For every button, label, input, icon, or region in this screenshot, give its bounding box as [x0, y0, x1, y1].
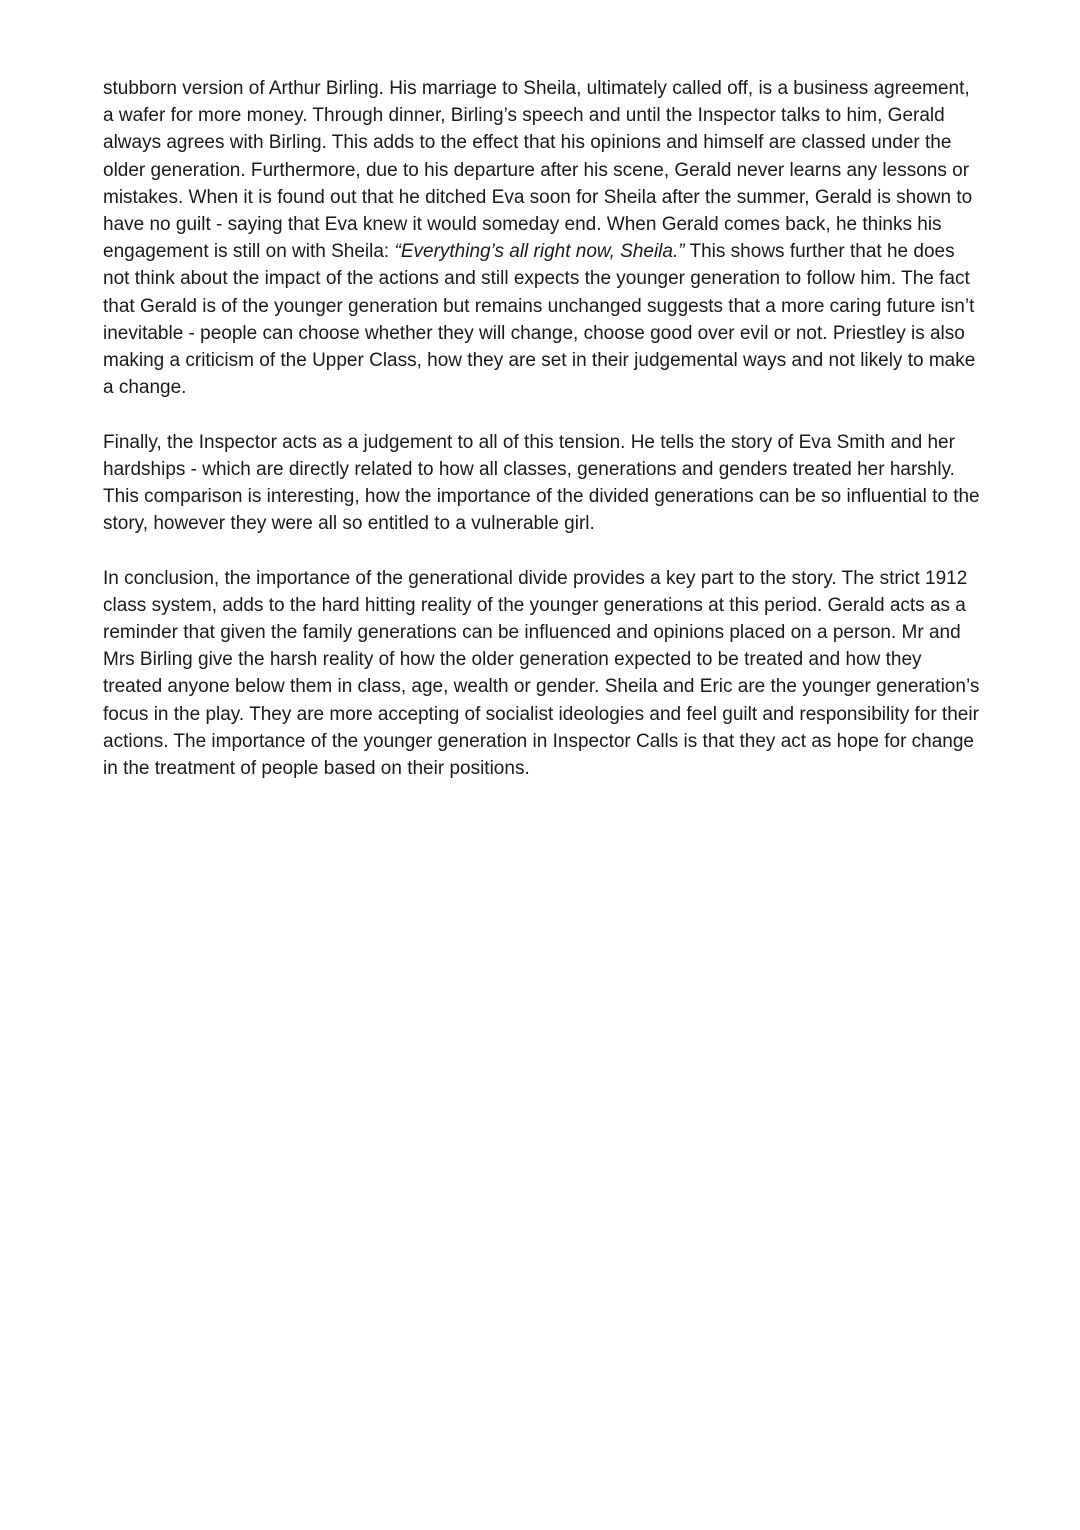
essay-body [103, 75, 983, 809]
paragraph-conclusion: In conclusion, the importance of the generational divide provides a key part to the story. The strict 1912 class system, adds to the hard hitting reality of the younger generations at this period. Gerald acts as a reminder that given the family generations can be influenced and opinions placed on a person. Mr and Mrs Birling give the harsh reality of how the older generation expected to be treated and how they treated anyone below them in class, age, wealth or gender. Sheila and Eric are the younger generation’s focus in the play. They are more accepting of socialist ideologies and feel guilt and responsibility for their actions. The importance of the younger generation in Inspector Calls is that they act as hope for change in the treatment of people based on their positions. [103, 567, 980, 780]
paragraph-gerald-text-start: stubborn version of Arthur Birling. His marriage to Sheila, ultimately called off, is a business agreement, a wafer for more money. Through dinner, Birling’s speech and until the Inspector talks to him, Gerald always agrees with Birling. This adds to the effect that his opinions and himself are classed under the older generation. Furthermore, due to his departure after his scene, Gerald never learns any lessons or mistakes. When it is found out that he ditched Eva soon for Sheila after the summer, Gerald is shown to have no guilt - saying that Eva knew it would someday end. When Gerald comes back, he thinks his engagement is still on with Sheila: [103, 78, 973, 263]
paragraph-gerald [103, 75, 983, 401]
paragraph-gerald-text-end: This shows further that he does not think about the impact of the actions and still expects the younger generation to follow him. The fact that Gerald is of the younger generation but remains unchanged suggests that a more caring future isn’t inevitable - people can choose whether they will change, choose good over evil or not. Priestley is also making a criticism of the Upper Class, how they are set in their judgemental ways and not likely to make a change. [103, 241, 976, 399]
gerald-quote: “Everything’s all right now, Sheila.” [394, 241, 685, 263]
paragraph-inspector: Finally, the Inspector acts as a judgement to all of this tension. He tells the story of Eva Smith and her hardships - which are directly related to how all classes, generations and genders treated her harshly. This comparison is interesting, how the importance of the divided generations can be so influential to the story, however they were all so entitled to a vulnerable girl. [103, 431, 980, 535]
